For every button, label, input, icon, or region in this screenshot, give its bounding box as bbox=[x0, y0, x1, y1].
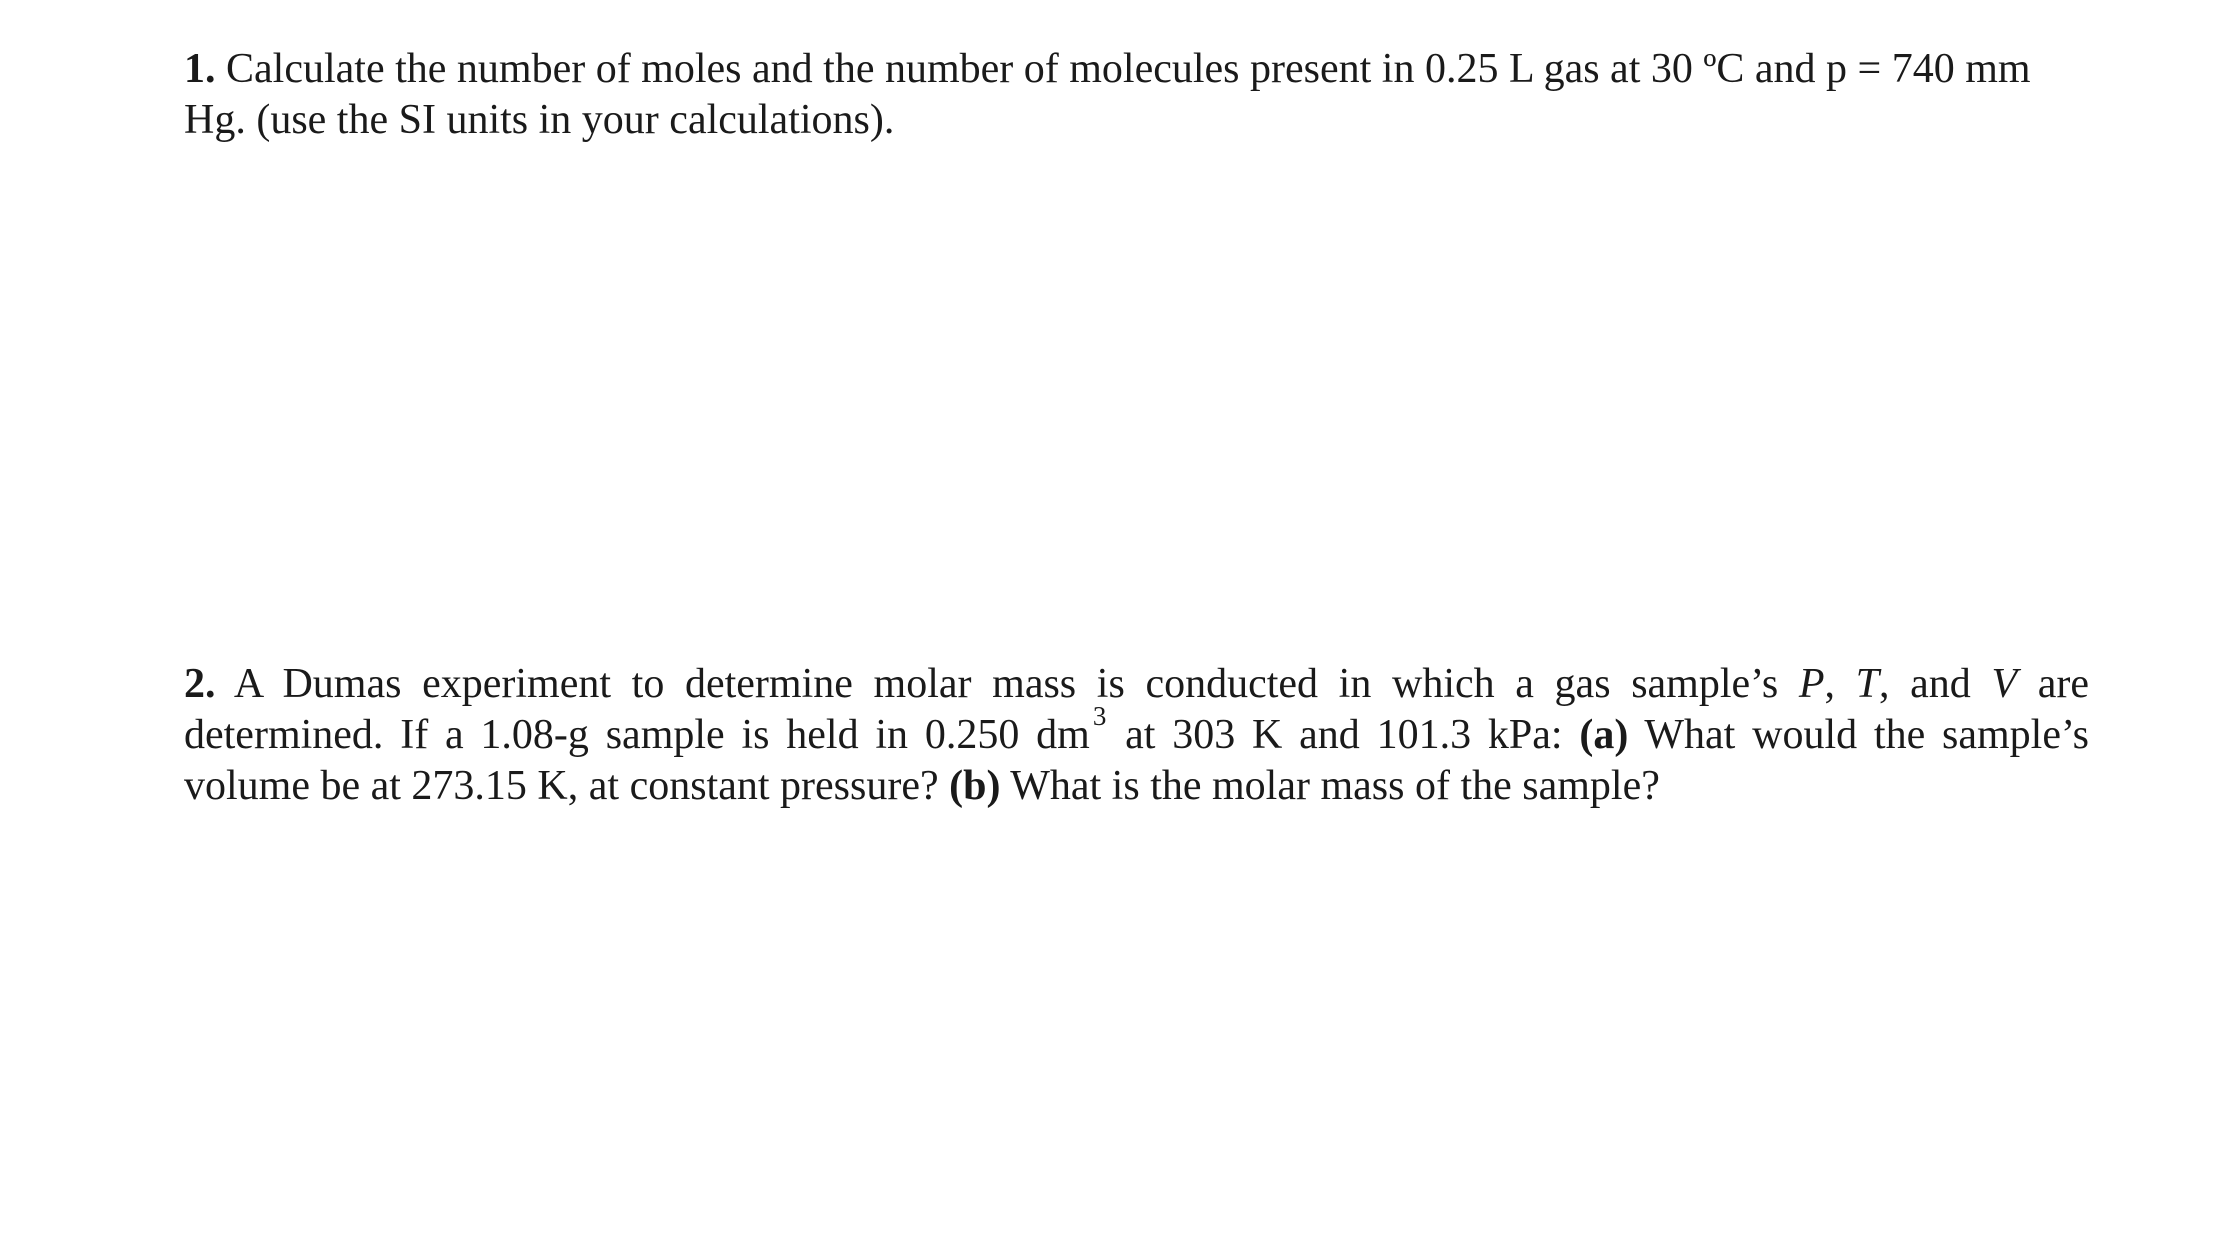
part-a-question: What would the sample’s volume be at 273.15 K, at constant pressure? bbox=[184, 712, 2089, 809]
problem-2-number: 2. bbox=[184, 661, 216, 707]
variable-pressure: P bbox=[1798, 661, 1825, 707]
separator-1: , bbox=[1824, 661, 1856, 707]
unit-exponent: 3 bbox=[1092, 701, 1107, 731]
variable-volume: V bbox=[1991, 661, 2018, 707]
part-b-question: What is the molar mass of the sample? bbox=[1000, 763, 1660, 809]
separator-2: , and bbox=[1879, 661, 1992, 707]
problem-1-text: Calculate the number of moles and the number of molecules present in 0.25 L gas at 30 ºC and p = 740 mm Hg. (use the SI units in your calculations). bbox=[184, 46, 2031, 143]
problem-2-text-intro: A Dumas experiment to determine molar mass is conducted in which a gas sample’s bbox=[215, 661, 1799, 707]
problem-2 bbox=[184, 659, 2089, 812]
problem-1-number: 1. bbox=[184, 46, 216, 92]
part-a-label: (a) bbox=[1579, 712, 1629, 758]
problem-2-text-conditions: at 303 K and 101.3 kPa: bbox=[1108, 712, 1580, 758]
part-b-label: (b) bbox=[949, 763, 1001, 809]
problem-2-text-given: are determined. If a 1.08-g sample is held in 0.250 dm bbox=[184, 661, 2090, 758]
variable-temperature: T bbox=[1855, 661, 1879, 707]
problem-1 bbox=[184, 44, 2089, 146]
